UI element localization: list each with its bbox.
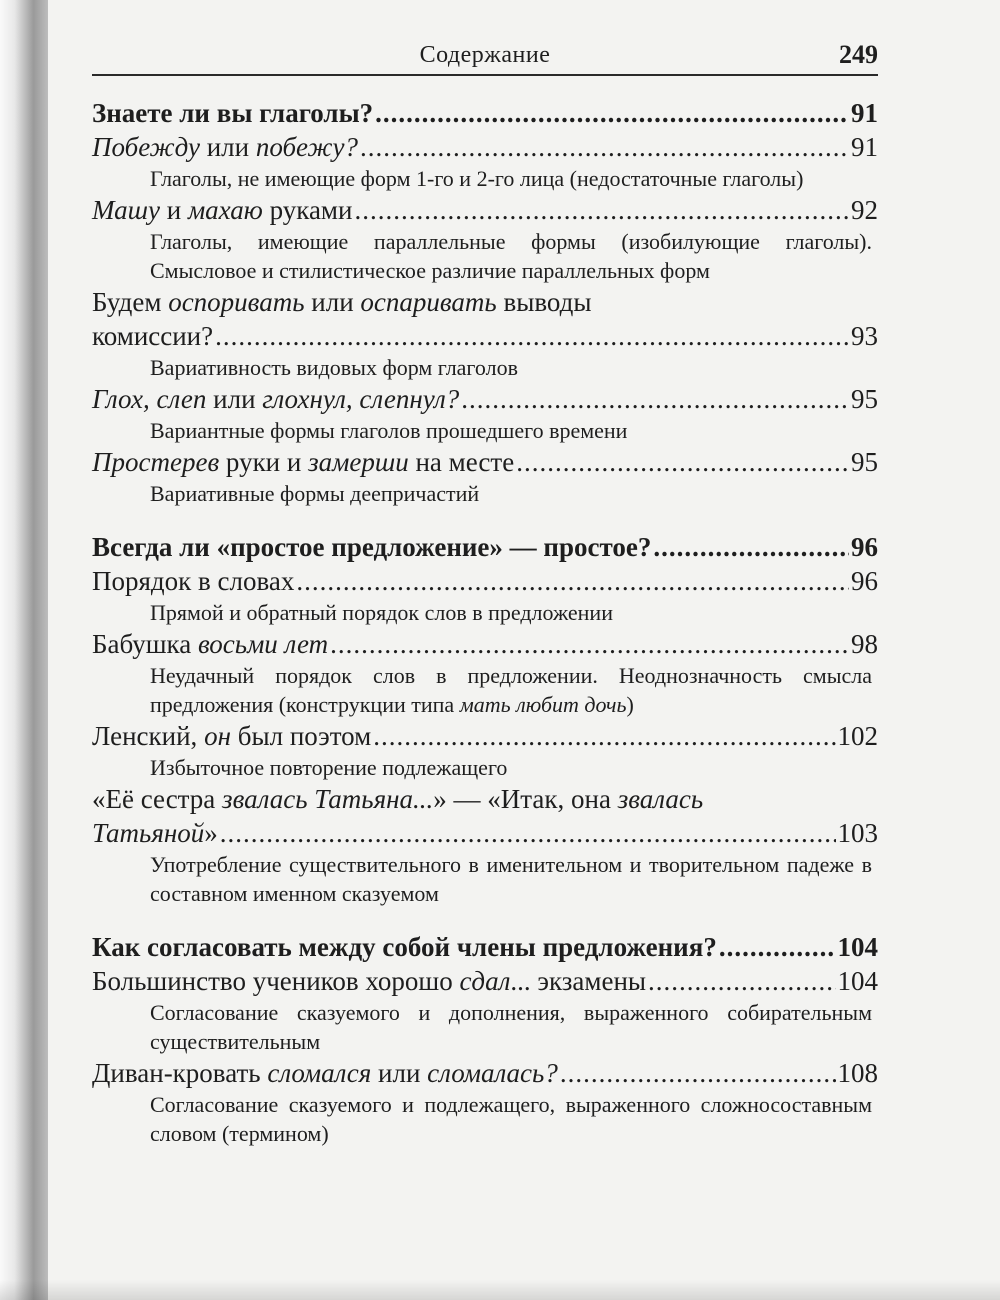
entry-title-row [92,530,878,564]
toc-entry[interactable] [92,445,878,508]
entry-description [92,1090,878,1148]
entry-title [92,445,514,479]
dot-leader [560,1056,836,1090]
text-segment: Знаете ли вы глаголы? [92,98,374,128]
entry-title [92,627,328,661]
entry-title-row [92,964,878,998]
italic-text: Татьяной [92,818,205,848]
text-segment: Ленский, [92,721,205,751]
entry-title-row [92,193,878,227]
text-segment: Будем [92,287,169,317]
entry-title-row [92,719,878,753]
entry-title [92,930,717,964]
toc-chapter-entry[interactable] [92,96,878,130]
text-segment: выводы [496,287,592,317]
entry-description [92,479,878,508]
text-segment: ) [626,692,634,717]
text-segment: ... экзамены [510,966,647,996]
entry-title [92,564,294,598]
entry-title-line [92,782,878,816]
entry-title-row [92,930,878,964]
entry-page-number: 104 [837,966,878,996]
text-segment: Вариативные формы деепричастий [150,481,480,506]
toc-entry[interactable] [92,627,878,719]
book-page [92,38,878,1170]
toc-entry[interactable] [92,382,878,445]
toc-section [92,530,878,908]
entry-description [92,850,878,908]
italic-text: глохнул, слепнул? [262,384,460,414]
entry-description [92,661,878,719]
entry-title [92,816,218,850]
entry-title-row [92,319,878,353]
toc-entry[interactable] [92,719,878,782]
dot-leader [354,193,849,227]
dot-leader [461,382,849,416]
italic-text: сломалась? [427,1058,558,1088]
text-segment: комиссии? [92,321,214,351]
text-segment: Диван-кровать [92,1058,268,1088]
italic-text: звалась [617,784,704,814]
italic-text: сломался [267,1058,372,1088]
entry-description [92,227,878,285]
text-segment: Избыточное повторение подлежащего [150,755,508,780]
text-segment: Согласование сказуемого и подлежащего, выраженного сложносоставным словом (термином) [150,1092,872,1146]
running-header-title: Содержание [419,42,551,68]
text-segment: Вариативность видовых форм глаголов [150,355,518,380]
text-segment: или [199,132,256,162]
dot-leader [719,930,836,964]
text-segment: Как согласовать между собой члены предложения? [92,932,717,962]
toc-entry[interactable] [92,564,878,627]
dot-leader [330,627,849,661]
italic-text: оспоривать [168,287,305,317]
italic-text: сдал [459,966,511,996]
italic-text: оспаривать [360,287,497,317]
dot-leader [215,319,849,353]
entry-title [92,1056,558,1090]
text-segment: » — «Итак, она [433,784,618,814]
toc-section [92,930,878,1148]
italic-text: замерши [308,447,409,477]
entry-title [92,719,371,753]
entry-page-number: 91 [851,132,878,162]
text-segment: Неудачный порядок слов в предложении. Неоднозначность смысла предложения (конструкции типа [150,663,872,717]
entry-page-number: 108 [837,1058,878,1088]
italic-text: Машу [92,195,160,225]
entry-title [92,382,459,416]
entry-description [92,998,878,1056]
toc-chapter-entry[interactable] [92,930,878,964]
text-segment: или [304,287,361,317]
text-segment: Вариантные формы глаголов прошедшего времени [150,418,628,443]
toc-entry[interactable] [92,285,878,382]
entry-page-number: 102 [837,721,878,751]
text-segment: Глаголы, имеющие параллельные формы (изобилующие глаголы). Смысловое и стилистическое различие параллельных форм [150,229,872,283]
entry-title-row [92,130,878,164]
page-number: 249 [839,40,878,69]
entry-title-row [92,382,878,416]
entry-title [92,130,358,164]
toc-entry[interactable] [92,964,878,1056]
entry-page-number: 92 [851,195,878,225]
entry-title [92,193,352,227]
entry-title-row [92,445,878,479]
italic-text: махаю [187,195,263,225]
dot-leader [648,964,835,998]
text-segment: Глаголы, не имеющие форм 1-го и 2-го лица (недостаточные глаголы) [150,166,804,191]
dot-leader [220,816,836,850]
toc-entry[interactable] [92,1056,878,1148]
entry-page-number: 104 [837,932,878,962]
text-segment: Прямой и обратный порядок слов в предложении [150,600,613,625]
entry-page-number: 91 [851,98,878,128]
entry-title-line [92,285,878,319]
text-segment: Порядок в словах [92,566,295,596]
text-segment: на месте [408,447,515,477]
italic-text: Побежду [92,132,200,162]
entry-title-row [92,96,878,130]
dot-leader [296,564,849,598]
toc-entry[interactable] [92,782,878,908]
entry-description [92,416,878,445]
entry-description [92,353,878,382]
text-segment: «Её сестра [92,784,223,814]
entry-title [92,96,373,130]
text-segment: и [159,195,188,225]
dot-leader [373,719,835,753]
text-segment: или [206,384,263,414]
page-bottom-shadow [0,1280,1000,1300]
dot-leader [653,530,849,564]
toc-entry[interactable] [92,193,878,285]
text-segment: был поэтом [230,721,372,751]
entry-description [92,598,878,627]
toc-chapter-entry[interactable] [92,530,878,564]
text-segment: Согласование сказуемого и дополнения, выраженного собирательным существительным [150,1000,872,1054]
italic-text: Простерев [92,447,220,477]
entry-page-number: 98 [851,629,878,659]
text-segment: руки и [219,447,309,477]
entry-title [92,319,213,353]
dot-leader [375,96,849,130]
entry-description [92,753,878,782]
toc-entry[interactable] [92,130,878,193]
entry-title-row [92,1056,878,1090]
entry-page-number: 93 [851,321,878,351]
text-segment: Большинство учеников хорошо [92,966,460,996]
entry-page-number: 95 [851,447,878,477]
italic-text: побежу? [255,132,358,162]
toc-section [92,96,878,508]
entry-page-number: 96 [851,566,878,596]
book-gutter-shadow [0,0,48,1300]
text-segment: руками [262,195,353,225]
entry-page-number: 103 [837,818,878,848]
text-segment: Бабушка [92,629,198,659]
italic-text: восьми лет [197,629,329,659]
text-segment: Употребление существительного в именительном и творительном падеже в составном именном сказуемом [150,852,872,906]
entry-title-row [92,627,878,661]
entry-title-row [92,816,878,850]
text-segment: Всегда ли «простое предложение» — простое? [92,532,652,562]
entry-title [92,964,646,998]
entry-title [92,530,651,564]
text-segment: или [371,1058,428,1088]
entry-title-row [92,564,878,598]
italic-text: он [204,721,231,751]
dot-leader [516,445,849,479]
entry-description [92,164,878,193]
italic-text: звалась Татьяна... [222,784,434,814]
italic-text: Глох, слеп [92,384,207,414]
text-segment: » [204,818,218,848]
italic-text: мать любит дочь [459,692,627,717]
dot-leader [360,130,849,164]
entry-page-number: 96 [851,532,878,562]
running-header [92,38,878,76]
entry-page-number: 95 [851,384,878,414]
table-of-contents [92,96,878,1148]
